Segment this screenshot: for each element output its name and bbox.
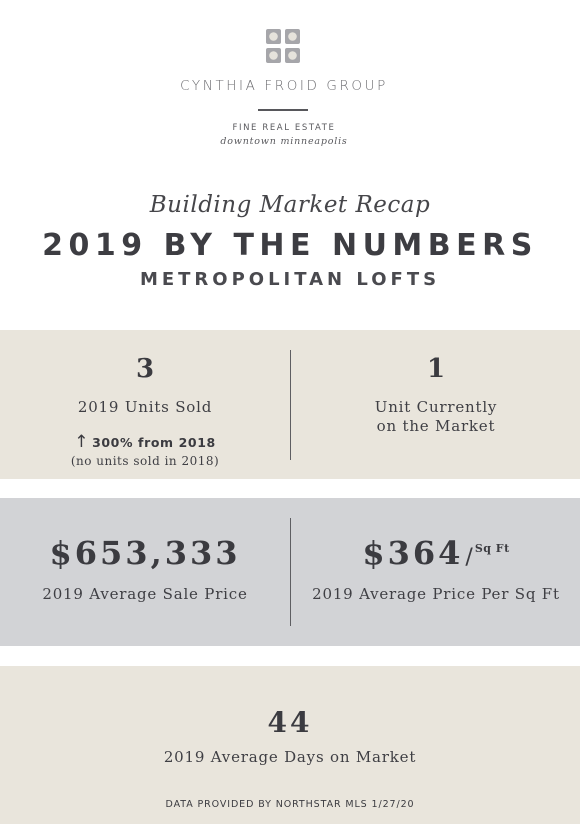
data-source-note: DATA PROVIDED BY NORTHSTAR MLS 1/27/20 <box>165 799 415 810</box>
units-on-market-label <box>291 398 580 436</box>
avg-sale-price-label: 2019 Average Sale Price <box>42 585 248 603</box>
avg-days-label: 2019 Average Days on Market <box>163 748 417 766</box>
arrow-up-icon: ↑ <box>74 432 90 452</box>
units-sold-label: 2019 Units Sold <box>77 398 213 416</box>
units-on-market-label-line1: Unit Currently <box>374 398 498 416</box>
units-sold-change-text: 300% from 2018 <box>92 435 216 450</box>
building-name: METROPOLITAN LOFTS <box>139 269 441 290</box>
four-circle-grid-icon <box>266 29 300 63</box>
units-sold-note: (no units sold in 2018) <box>70 454 220 468</box>
price-band <box>0 498 580 646</box>
units-band <box>0 330 580 479</box>
avg-sale-price-value: $653,333 <box>49 534 241 572</box>
units-sold-change <box>0 432 290 452</box>
avg-price-sqft-value: $364 <box>362 534 464 572</box>
avg-price-sqft-unit: Sq Ft <box>474 542 510 555</box>
brand-location: downtown minneapolis <box>220 136 348 147</box>
brand-name: CYNTHIA FROID GROUP <box>180 78 388 94</box>
avg-price-sqft-label: 2019 Average Price Per Sq Ft <box>312 585 560 603</box>
units-on-market-label-line2: on the Market <box>376 417 496 435</box>
avg-price-sqft-value-group <box>291 534 580 572</box>
days-band <box>0 666 580 824</box>
units-on-market-value: 1 <box>426 354 446 384</box>
avg-days-value: 44 <box>267 706 313 739</box>
unit-separator: / <box>465 545 473 570</box>
page-title: 2019 BY THE NUMBERS <box>42 228 538 263</box>
brand-divider <box>258 109 308 111</box>
script-heading: Building Market Recap <box>149 192 431 218</box>
brand-tagline: FINE REAL ESTATE <box>232 123 336 133</box>
units-sold-value: 3 <box>135 354 155 384</box>
